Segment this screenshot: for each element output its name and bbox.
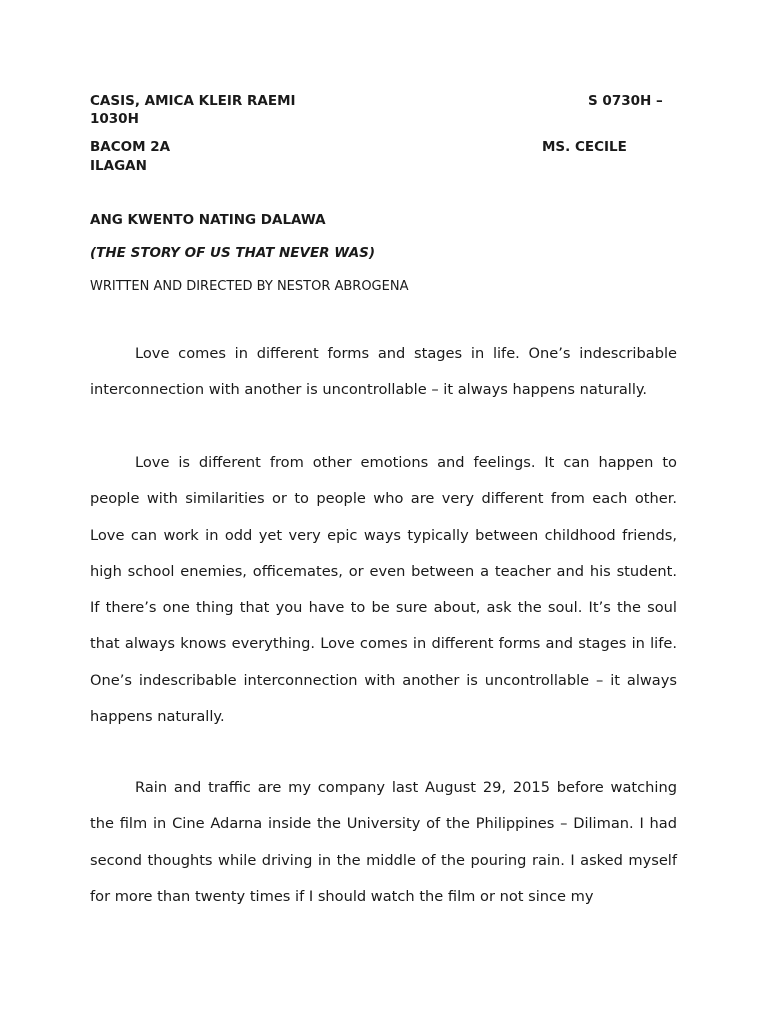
document-title: ANG KWENTO NATING DALAWA: [90, 212, 326, 228]
schedule-start: S 0730H –: [588, 93, 663, 109]
paragraph-1: Love comes in different forms and stages in life. One’s indescribable interconnection with another is uncontrollable – it always happens naturally.: [90, 345, 677, 399]
paragraph-2: Love is different from other emotions and feelings. It can happen to people with similarities or to people who are very different from each other. Love can work in odd yet very epic ways typically between childhood friends, high school enemies, officemates, or even between a teacher and his student. If there’s one thing that you have to be sure about, ask the soul. It’s the soul that always knows everything. Love comes in different forms and stages in life. One’s indescribable interconnection with another is uncontrollable – it always happens naturally.: [90, 454, 677, 726]
instructor-first: MS. CECILE: [542, 139, 627, 155]
instructor-last: ILAGAN: [90, 158, 147, 174]
document-credit: WRITTEN AND DIRECTED BY NESTOR ABROGENA: [90, 279, 409, 294]
paragraph-3: Rain and traffic are my company last August 29, 2015 before watching the film in Cine Adarna inside the University of the Philippines – Diliman. I had second thoughts while driving in the middle of the pouring rain. I asked myself for more than twenty times if I should watch the film or not since my: [90, 779, 677, 905]
document-subtitle: (THE STORY OF US THAT NEVER WAS): [90, 245, 376, 261]
course-section: BACOM 2A: [90, 139, 171, 155]
schedule-end: 1030H: [90, 111, 139, 127]
student-name: CASIS, AMICA KLEIR RAEMI: [90, 93, 296, 109]
